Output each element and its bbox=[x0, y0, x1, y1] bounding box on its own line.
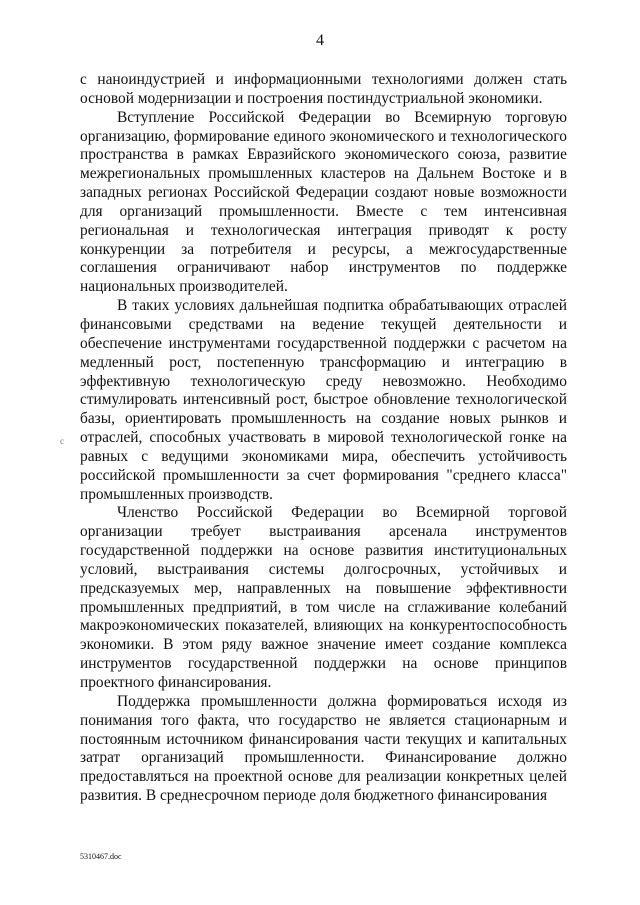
paragraph: с наноиндустрией и информационными технологиями должен стать основой модернизации и построения постиндустриальной экономики. bbox=[80, 71, 567, 107]
paragraph: Поддержка промышленности должна формироваться исходя из понимания того факта, что государство не является стационарным и постоянным источником финансирования части текущих и капитальных затрат организаций промышленности. Финансирование должно предоставляться на проектной основе для реализации конкретных целей развития. В среднесрочном периоде доля бюджетного финансирования bbox=[80, 692, 567, 805]
paragraph: Вступление Российской Федерации во Всемирную торговую организацию, формирование единого экономического и технологического пространства в рамках Евразийского экономического союза, развитие межрегиональных промышленных кластеров на Дальнем Востоке и в западных регионах Российской Федерации создают новые возможности для организаций промышленности. Вместе с тем интенсивная региональная и технологическая интеграция приводят к росту конкуренции за потребителя и ресурсы, а межгосударственные соглашения ограничивают набор инструментов по поддержке национальных производителей. bbox=[80, 108, 567, 296]
document-body bbox=[80, 71, 567, 806]
paragraph: Членство Российской Федерации во Всемирной торговой организации требует выстраивания арсенала инструментов государственной поддержки на основе развития институциональных условий, выстраивания системы долгосрочных, устойчивых и предсказуемых мер, направленных на повышение эффективности промышленных предприятий, в том числе на сглаживание колебаний макроэкономических показателей, влияющих на конкурентоспособность экономики. В этом ряду важное значение имеет создание комплекса инструментов государственной поддержки на основе принципов проектного финансирования. bbox=[80, 504, 567, 691]
file-name-footer: 5310467.doc bbox=[80, 852, 122, 861]
margin-mark: с bbox=[60, 436, 64, 446]
paragraph: В таких условиях дальнейшая подпитка обрабатывающих отраслей финансовыми средствами на ведение текущей деятельности и обеспечение инструментами государственной поддержки с расчетом на медленный рост, постепенную трансформацию и интеграцию в эффективную технологическую среду невозможно. Необходимо стимулировать интенсивный рост, быстрое обновление технологической базы, ориентировать промышленность на создание новых рынков и отраслей, способных участвовать в мировой технологической гонке на равных с ведущими экономиками мира, обеспечить устойчивость российской промышленности за счет формирования "среднего класса" промышленных производств. bbox=[80, 297, 567, 503]
page-number: 4 bbox=[316, 32, 324, 49]
